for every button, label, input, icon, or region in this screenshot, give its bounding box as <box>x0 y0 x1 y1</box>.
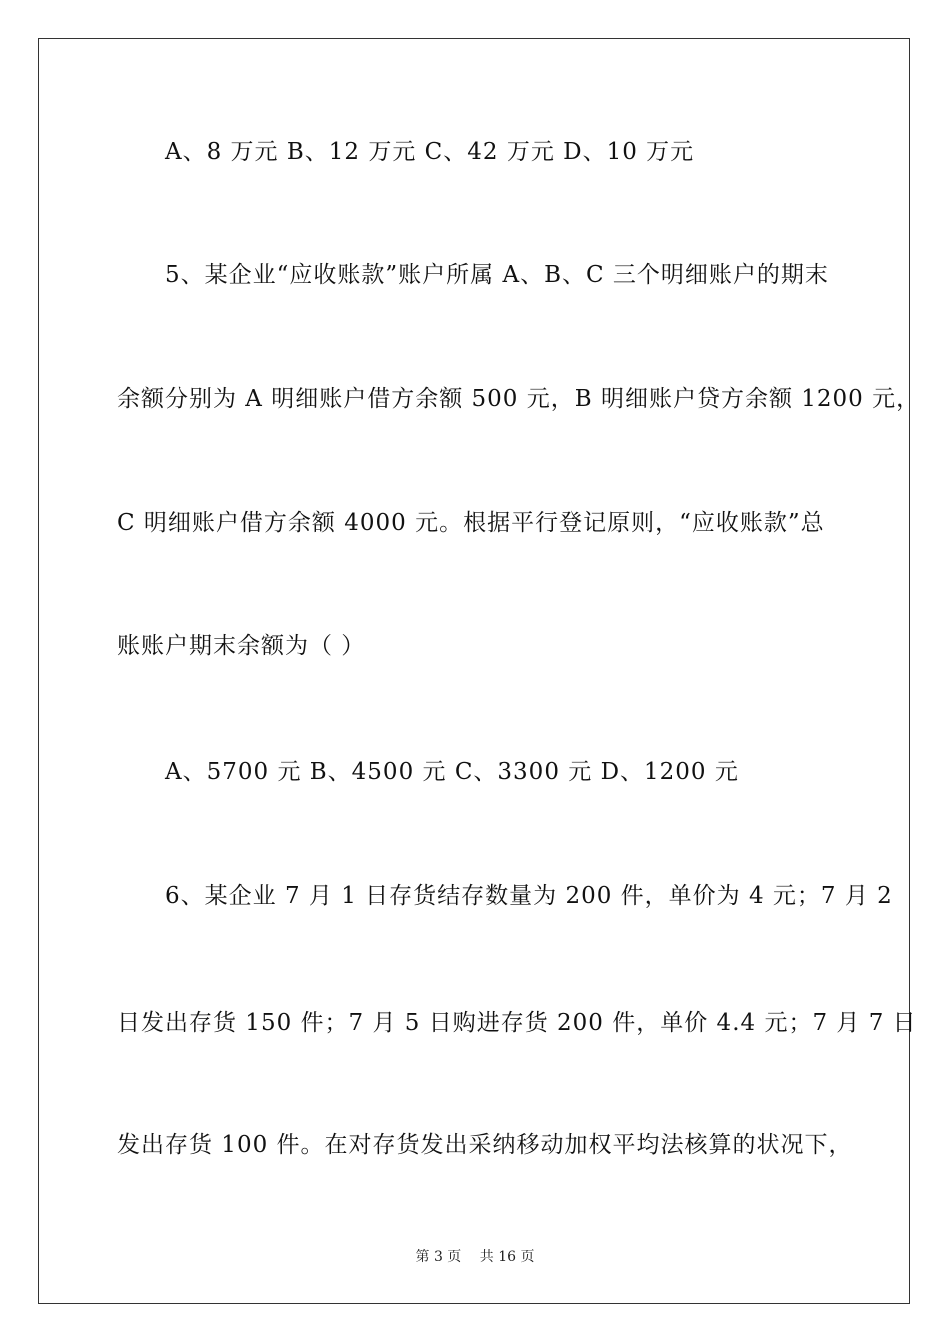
page-border <box>38 38 921 1304</box>
page-number-footer: 第 3 页 共 16 页 <box>415 1249 535 1265</box>
question-5-line-1: 5、某企业“应收账款”账户所属 A、B、C 三个明细账户的期末 <box>165 262 829 288</box>
question-5-line-4: 账账户期末余额为（ ） <box>117 633 366 659</box>
question-5-line-3: C 明细账户借方余额 4000 元。根据平行登记原则，“应收账款”总 <box>117 510 825 536</box>
question-6-line-1: 6、某企业 7 月 1 日存货结存数量为 200 件，单价为 4 元；7 月 2 <box>165 883 893 909</box>
question-5-line-2: 余额分别为 A 明细账户借方余额 500 元，B 明细账户贷方余额 1200 元， <box>117 386 921 412</box>
question-6-line-2: 日发出存货 150 件；7 月 5 日购进存货 200 件，单价 4.4 元；7 月 7 日 <box>117 1010 917 1036</box>
answer-options-q4: A、8 万元 B、12 万元 C、42 万元 D、10 万元 <box>165 139 695 165</box>
question-6-line-3: 发出存货 100 件。在对存货发出采纳移动加权平均法核算的状况下， <box>117 1132 853 1158</box>
answer-options-q5: A、5700 元 B、4500 元 C、3300 元 D、1200 元 <box>165 759 739 785</box>
